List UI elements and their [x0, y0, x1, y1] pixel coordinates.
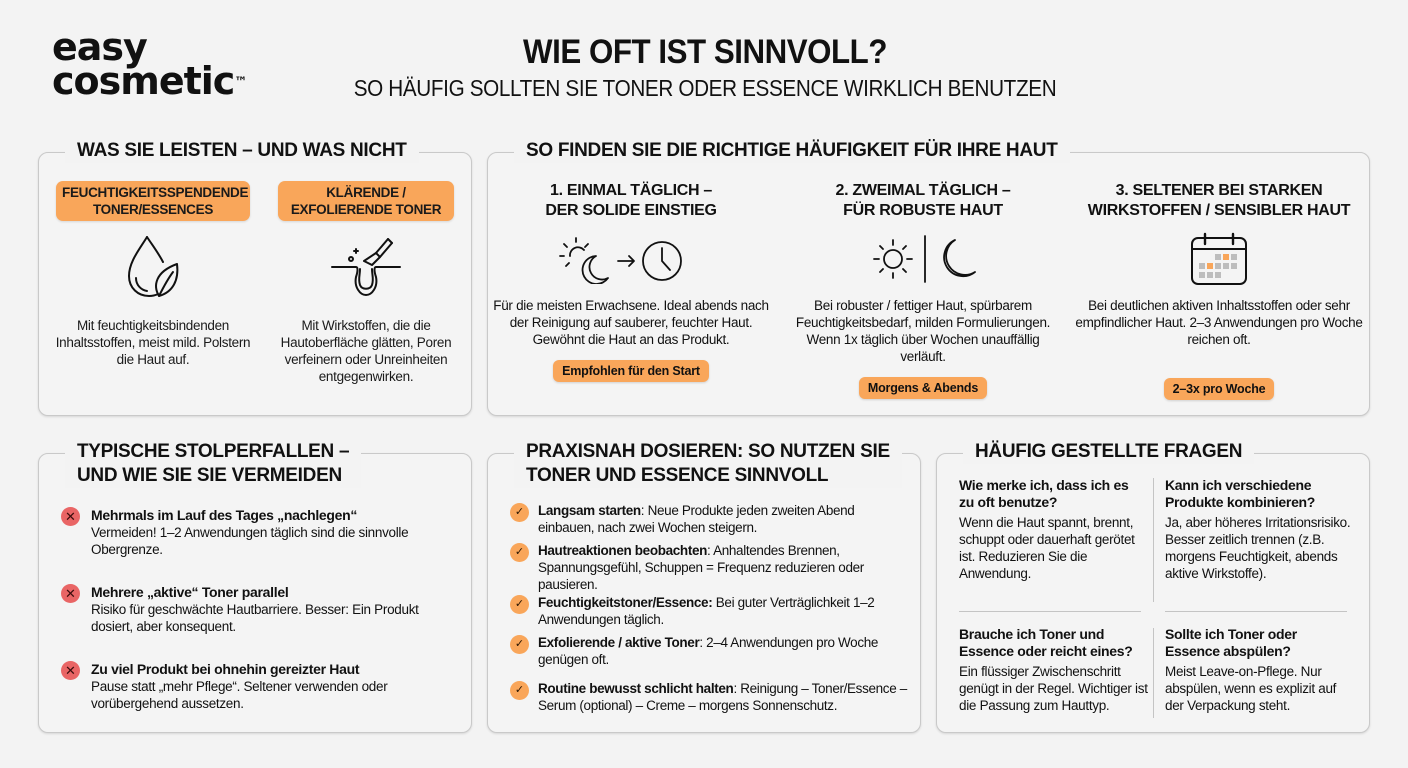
check-icon: ✓: [510, 681, 529, 700]
faq-divider: [1153, 628, 1154, 718]
panel-title: SO FINDEN SIE DIE RICHTIGE HÄUFIGKEIT FÜR IHRE HAUT: [514, 139, 1070, 163]
faq-answer: Wenn die Haut spannt, brennt, schuppt oder dauerhaft gerötet ist. Reduzieren Sie die Anwendung.: [959, 515, 1135, 581]
faq-divider: [1165, 611, 1347, 612]
panel-title: HÄUFIG GESTELLTE FRAGEN: [963, 440, 1254, 464]
exfoliating-toner-tag: KLÄRENDE / EXFOLIERENDE TONER: [278, 181, 454, 221]
check-icon: ✓: [510, 595, 529, 614]
dosing-tip: ✓ Hautreaktionen beobachten: Anhaltendes Brennen, Spannungsgefühl, Schuppen = Frequenz reduzieren oder pausieren.: [510, 542, 910, 593]
faq-divider: [1153, 478, 1154, 602]
error-x-icon: ✕: [61, 584, 80, 603]
pore-brush-icon: [330, 235, 402, 301]
drop-leaf-icon: [123, 234, 183, 302]
faq-item: [1165, 626, 1351, 714]
panel-title: PRAXISNAH DOSIEREN: SO NUTZEN SIE TONER UND ESSENCE SINNVOLL: [514, 440, 902, 488]
error-x-icon: ✕: [61, 661, 80, 680]
panel-title: WAS SIE LEISTEN – UND WAS NICHT: [65, 139, 419, 163]
faq-answer: Ja, aber höheres Irritationsrisiko. Besser zeitlich trennen (z.B. morgens Feuchtigkeit, abends aktive Wirkstoffe).: [1165, 515, 1351, 581]
dosing-panel: [487, 441, 921, 733]
morning-evening-badge: Morgens & Abends: [859, 377, 987, 399]
faq-answer: Meist Leave-on-Pflege. Nur abspülen, wenn es explizit auf der Verpackung steht.: [1165, 664, 1337, 713]
panel-title: TYPISCHE STOLPERFALLEN – UND WIE SIE SIE VERMEIDEN: [65, 440, 361, 488]
check-icon: ✓: [510, 635, 529, 654]
faq-item: [959, 477, 1139, 582]
exfoliating-toner-card: [271, 181, 461, 385]
faq-question: Wie merke ich, dass ich es zu oft benutze?: [959, 477, 1129, 510]
faq-divider: [959, 611, 1141, 612]
pitfalls-panel: [38, 441, 472, 733]
dosing-tip: ✓ Exfolierende / aktive Toner: 2–4 Anwendungen pro Woche genügen oft.: [510, 634, 910, 668]
exfoliating-toner-desc: Mit Wirkstoffen, die die Hautoberfläche glätten, Poren verfeinern oder Unreinheiten entgegenwirken.: [280, 318, 452, 384]
dosing-tip: ✓ Langsam starten: Neue Produkte jeden zweiten Abend einbauen, nach zwei Wochen steigern.: [510, 502, 910, 536]
error-x-icon: ✕: [61, 507, 80, 526]
recommended-start-badge: Empfohlen für den Start: [553, 360, 709, 382]
hydrating-toner-tag: FEUCHTIGKEITSSPENDENDE TONER/ESSENCES: [56, 181, 250, 221]
frequency-panel: [487, 140, 1370, 416]
logo-line-1: easy: [52, 25, 147, 69]
logo-line-2: cosmetic: [52, 59, 235, 103]
per-week-badge: 2–3x pro Woche: [1164, 378, 1275, 400]
faq-answer: Ein flüssiger Zwischenschritt genügt in der Regel. Wichtiger ist die Passung zum Hauttyp.: [959, 664, 1148, 713]
page-title: WIE OFT IST SINNVOLL?: [523, 33, 887, 71]
step-twice-daily: [783, 181, 1063, 399]
step-desc: Bei deutlichen aktiven Inhaltsstoffen oder sehr empfindlicher Haut. 2–3 Anwendungen pro Woche reichen oft.: [1075, 298, 1363, 347]
trademark-symbol: ™: [234, 75, 248, 90]
pitfall-item: ✕ Zu viel Produkt bei ohnehin gereizter Haut Pause statt „mehr Pflege“. Seltener verwenden oder vorübergehend aussetzen.: [61, 660, 461, 712]
faq-item: [959, 626, 1149, 714]
step-less-often: [1074, 181, 1364, 400]
step-title: 2. ZWEIMAL TÄGLICH – FÜR ROBUSTE HAUT: [835, 182, 1011, 219]
faq-question: Kann ich verschiedene Produkte kombinieren?: [1165, 477, 1316, 510]
dosing-tip: ✓ Feuchtigkeitstoner/Essence: Bei guter Verträglichkeit 1–2 Anwendungen täglich.: [510, 594, 910, 628]
check-icon: ✓: [510, 543, 529, 562]
sun-moon-arrow-clock-icon: [556, 234, 706, 284]
pitfall-item: ✕ Mehrmals im Lauf des Tages „nachlegen“ Vermeiden! 1–2 Anwendungen täglich sind die sinnvolle Obergrenze.: [61, 506, 461, 558]
what-they-do-panel: [38, 140, 472, 416]
step-title: 1. EINMAL TÄGLICH – DER SOLIDE EINSTIEG: [545, 182, 717, 219]
sun-divider-moon-icon: [863, 232, 983, 286]
pitfall-item: ✕ Mehrere „aktive“ Toner parallel Risiko für geschwächte Hautbarriere. Besser: Ein Produkt dosiert, aber konsequent.: [61, 583, 461, 635]
step-desc: Bei robuster / fettiger Haut, spürbarem Feuchtigkeitsbedarf, milden Formulierungen. Wenn 1x täglich über Wochen unauffällig verläuft.: [795, 298, 1051, 364]
step-title: 3. SELTENER BEI STARKEN WIRKSTOFFEN / SENSIBLER HAUT: [1087, 182, 1351, 219]
calendar-icon: [1189, 232, 1249, 286]
check-icon: ✓: [510, 503, 529, 522]
faq-panel: [936, 441, 1370, 733]
hydrating-toner-card: [55, 181, 251, 368]
brand-logo: [52, 25, 248, 103]
hydrating-toner-desc: Mit feuchtigkeitsbindenden Inhaltsstoffen, meist mild. Polstern die Haut auf.: [55, 318, 251, 367]
faq-question: Sollte ich Toner oder Essence abspülen?: [1165, 626, 1297, 659]
faq-item: [1165, 477, 1351, 582]
dosing-tip: ✓ Routine bewusst schlicht halten: Reinigung – Toner/Essence – Serum (optional) – Creme – morgens Sonnenschutz.: [510, 680, 910, 714]
page-subtitle: SO HÄUFIG SOLLTEN SIE TONER ODER ESSENCE WIRKLICH BENUTZEN: [353, 75, 1057, 101]
step-desc: Für die meisten Erwachsene. Ideal abends nach der Reinigung auf sauberer, feuchter Haut. Gewöhnt die Haut an das Produkt.: [493, 298, 769, 347]
faq-question: Brauche ich Toner und Essence oder reicht eines?: [959, 626, 1133, 659]
step-once-daily: [491, 181, 771, 382]
